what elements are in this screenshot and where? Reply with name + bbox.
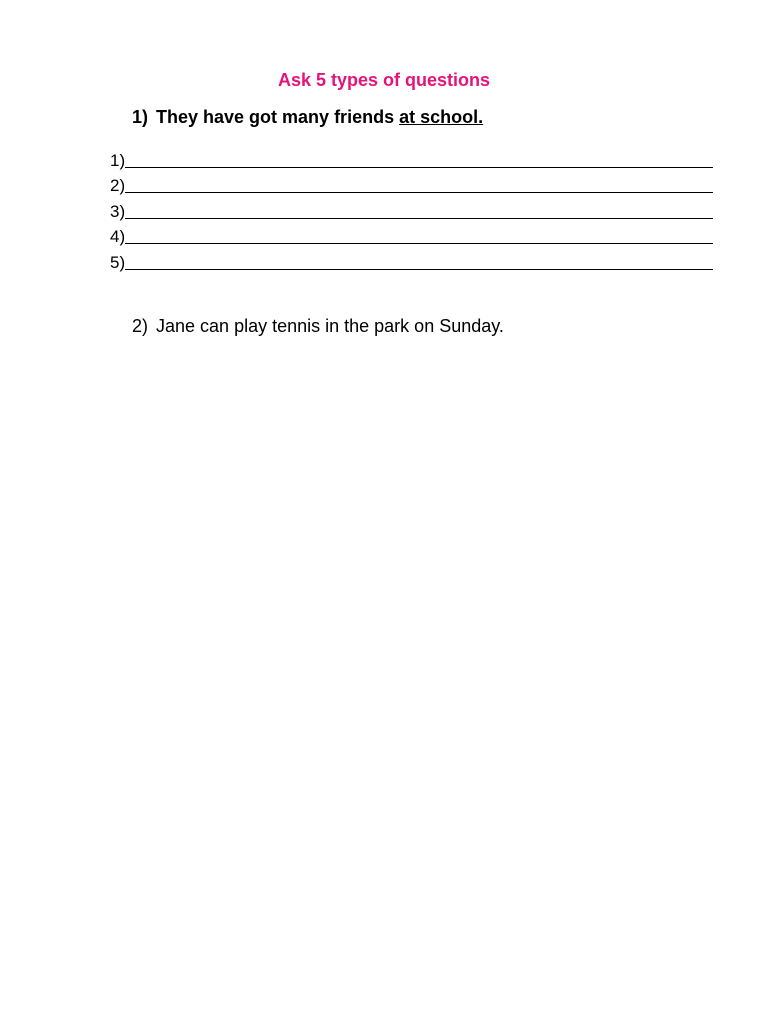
answer-line-5[interactable] xyxy=(110,246,713,272)
answer-blank[interactable] xyxy=(125,243,713,244)
answer-line-number: 5) xyxy=(110,252,126,272)
answer-blank[interactable] xyxy=(125,218,713,219)
question-1 xyxy=(132,105,483,129)
answer-line-4[interactable] xyxy=(110,221,713,247)
answer-blank[interactable] xyxy=(125,269,713,270)
answer-line-3[interactable] xyxy=(110,195,713,221)
worksheet-title: Ask 5 types of questions xyxy=(277,70,491,90)
question-1-number: 1) xyxy=(132,107,149,127)
answer-line-number: 1) xyxy=(110,150,126,170)
answer-line-2[interactable] xyxy=(110,170,713,196)
question-2-number: 2) xyxy=(132,316,149,336)
question-1-text: They have got many friends xyxy=(156,107,400,127)
question-2 xyxy=(132,314,504,338)
answer-blank[interactable] xyxy=(125,167,713,168)
answer-line-number: 3) xyxy=(110,201,126,221)
answer-line-number: 4) xyxy=(110,227,126,246)
question-2-text: Jane can play tennis in the park on Sunday. xyxy=(156,316,504,336)
answer-line-1[interactable] xyxy=(110,144,713,170)
answer-blank[interactable] xyxy=(125,192,713,193)
answer-line-number: 2) xyxy=(110,176,126,195)
question-1-underlined-part: at school. xyxy=(399,107,484,127)
answer-lines xyxy=(110,144,713,272)
